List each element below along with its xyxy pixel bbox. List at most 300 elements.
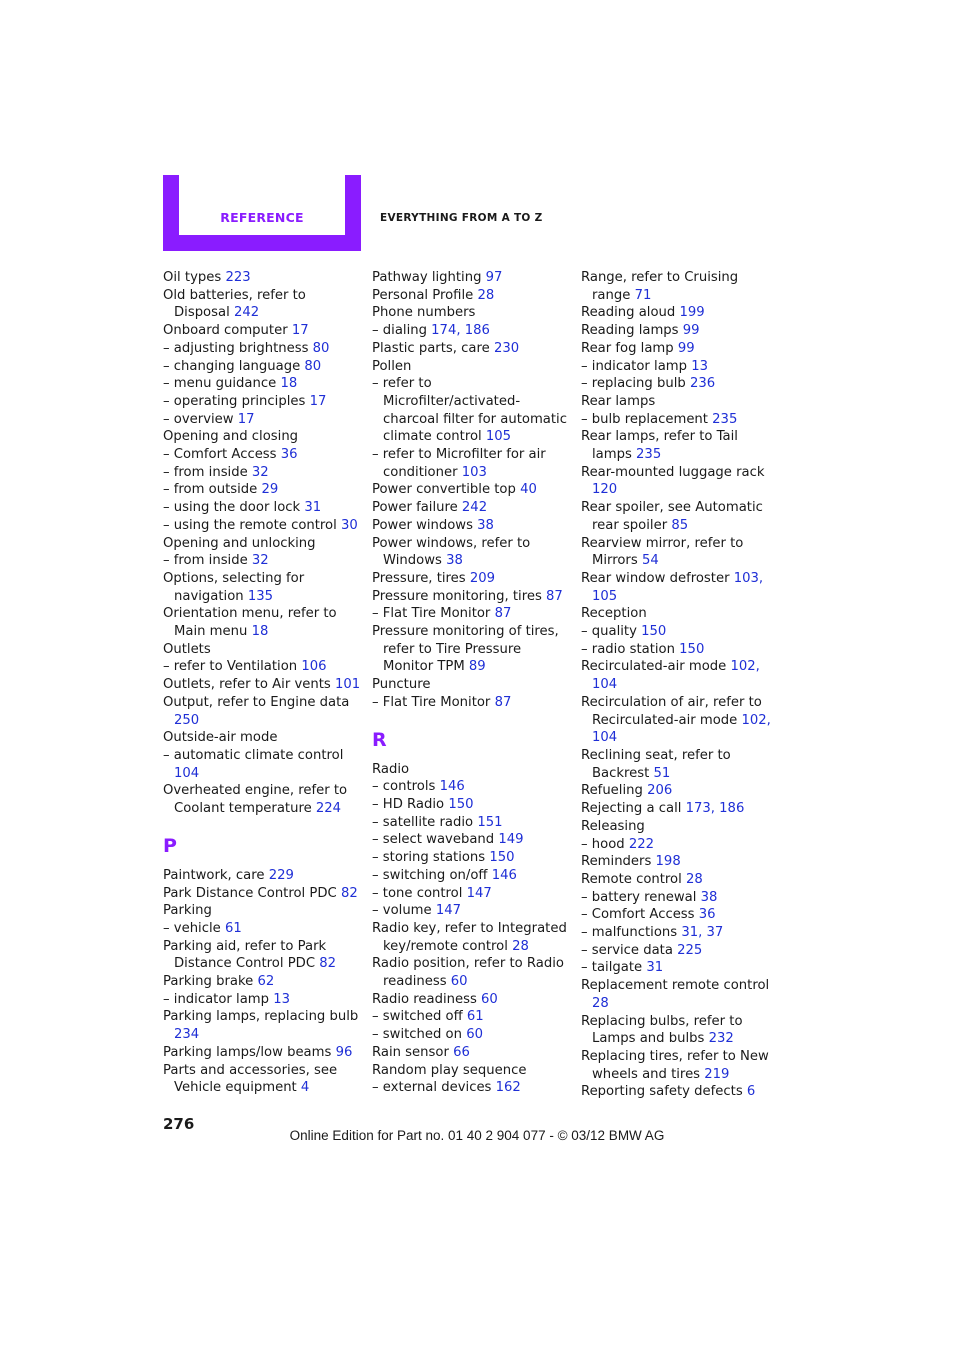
index-entry [372,287,572,305]
entry-term: Reclining seat, refer to Backrest [581,747,731,781]
entry-page-link[interactable]: 102, 104 [592,659,760,693]
index-column-1 [163,269,363,1097]
index-entry [581,853,771,871]
entry-term: – hood [581,836,625,852]
entry-page-link[interactable]: 80 [304,358,322,374]
section-tab-inner [179,175,345,235]
index-entry [372,340,572,358]
entry-term: Paintwork, care [163,867,265,883]
entry-page-link[interactable]: 250 [174,712,200,728]
entry-term: Reading lamps [581,323,679,339]
entry-term: Parking lamps, replacing bulb [163,1009,359,1025]
entry-page-link[interactable]: 225 [677,942,703,958]
entry-term: Output, refer to Engine data [163,694,350,710]
entry-page-link[interactable]: 28 [686,871,703,887]
entry-term: Reading aloud [581,305,676,321]
index-subentry [163,552,363,570]
index-entry [163,428,363,446]
index-entry [581,1013,771,1048]
section-label: REFERENCE [220,210,304,225]
index-subentry [163,499,363,517]
entry-page-link[interactable]: 235 [712,411,738,427]
index-entry [581,570,771,605]
entry-term: Replacement remote control [581,978,770,994]
index-entry [581,747,771,782]
entry-term: Recirculated-air mode [581,659,727,675]
index-subentry [372,831,572,849]
entry-term: – indicator lamp [581,358,687,374]
entry-term: – changing language [163,358,301,374]
entry-term: – from inside [163,464,248,480]
entry-term: Pollen [372,358,412,374]
entry-page-link[interactable]: 13 [273,991,290,1007]
index-entry [581,605,771,623]
index-entry [372,920,572,955]
index-entry [163,605,363,640]
index-entry [372,269,572,287]
index-subentry [372,885,572,903]
entry-page-link[interactable]: 102, 104 [592,712,771,746]
entry-term: Parts and accessories, see Vehicle equipment [163,1062,338,1096]
entry-page-link[interactable]: 31 [646,960,664,976]
entry-page-link[interactable]: 80 [312,340,330,356]
entry-term: Parking lamps/low beams [163,1044,332,1060]
entry-term: Radio [372,761,410,777]
index-entry [163,322,363,340]
index-entry [163,885,363,903]
index-subentry [372,814,572,832]
entry-page-link[interactable]: 82 [319,956,337,972]
entry-term: Parking [163,903,212,919]
index-entry [163,694,363,729]
entry-page-link[interactable]: 89 [468,659,486,675]
entry-term: Reporting safety defects [581,1084,743,1100]
entry-page-link[interactable]: 32 [251,553,269,569]
index-entry [372,588,572,606]
entry-page-link[interactable]: 235 [636,447,662,463]
entry-page-link[interactable]: 18 [280,376,298,392]
index-column-3 [581,269,771,1101]
entry-term: Opening and closing [163,429,299,445]
entry-term: Rear-mounted luggage rack [581,464,765,480]
entry-page-link[interactable]: 51 [653,765,671,781]
entry-term: – from inside [163,553,248,569]
entry-term: Options, selecting for navigation [163,570,305,604]
entry-term: Orientation menu, refer to Main menu [163,606,337,640]
entry-page-link[interactable]: 147 [435,903,462,919]
index-subentry [372,322,572,340]
entry-term: – vehicle [163,920,221,936]
entry-term: Replacing bulbs, refer to Lamps and bulbs [581,1013,743,1047]
entry-term: – volume [372,903,432,919]
entry-page-link[interactable]: 96 [335,1044,353,1060]
entry-page-link[interactable]: 87 [546,588,563,604]
entry-term: – switched on [372,1027,462,1043]
entry-term: Pressure, tires [372,570,466,586]
index-subentry [581,375,771,393]
index-subentry [372,446,572,481]
index-subentry [581,623,771,641]
entry-page-link[interactable]: 234 [174,1027,200,1043]
entry-term: Rear window defroster [581,570,730,586]
entry-term: Opening and unlocking [163,535,316,551]
entry-page-link[interactable]: 242 [461,500,488,516]
entry-term: Old batteries, refer to Disposal [163,287,306,321]
entry-term: – dialing [372,323,427,339]
entry-page-link[interactable]: 224 [315,801,342,817]
entry-term: Rear fog lamp [581,340,674,356]
index-entry [372,481,572,499]
entry-term: Onboard computer [163,323,288,339]
entry-page-link[interactable]: 147 [466,885,492,901]
entry-term: Rain sensor [372,1044,449,1060]
entry-page-link[interactable]: 232 [708,1031,734,1047]
entry-page-link[interactable]: 101 [334,677,361,693]
entry-term: Reception [581,606,647,622]
entry-term: – Flat Tire Monitor [372,694,491,710]
entry-page-link[interactable]: 40 [520,482,537,498]
index-entry [372,570,572,588]
entry-page-link[interactable]: 66 [453,1044,470,1060]
index-entry [163,570,363,605]
entry-page-link[interactable]: 103 [461,464,487,480]
entry-term: – automatic climate control [163,747,344,763]
entry-term: Parking aid, refer to Park Distance Control PDC [163,938,327,972]
index-subentry [163,920,363,938]
index-subentry [581,906,771,924]
entry-term: – indicator lamp [163,991,269,1007]
entry-page-link[interactable]: 36 [280,447,298,463]
entry-term: – radio station [581,641,675,657]
entry-term: Reminders [581,854,652,870]
entry-term: Random play sequence [372,1062,527,1078]
index-subentry [372,849,572,867]
index-subentry [372,796,572,814]
entry-page-link[interactable]: 31, 37 [681,925,724,941]
index-entry [581,464,771,499]
entry-term: – Flat Tire Monitor [372,606,491,622]
entry-term: Outlets, refer to Air vents [163,677,331,693]
entry-page-link[interactable]: 173, 186 [685,801,745,817]
index-letter-heading: P [163,834,177,857]
entry-page-link[interactable]: 219 [704,1066,730,1082]
entry-page-link[interactable]: 28 [592,995,609,1011]
entry-page-link[interactable]: 206 [647,783,673,799]
entry-page-link[interactable]: 38 [477,517,494,533]
entry-page-link[interactable]: 29 [261,482,279,498]
index-entry [372,358,572,376]
entry-term: Rearview mirror, refer to Mirrors [581,535,744,569]
entry-page-link[interactable]: 60 [466,1027,483,1043]
entry-page-link[interactable]: 105 [485,429,512,445]
entry-page-link[interactable]: 38 [446,553,463,569]
index-subentry [163,658,363,676]
entry-page-link[interactable]: 6 [746,1084,756,1100]
entry-term: Power windows, refer to Windows [372,535,531,569]
entry-term: – refer to Ventilation [163,659,298,675]
index-entry [581,800,771,818]
index-subentry [372,375,572,446]
entry-term: Recirculation of air, refer to Recirculated-air mode [581,694,762,728]
entry-term: Pressure monitoring of tires, refer to Tire Pressure Monitor TPM [372,624,559,675]
entry-term: Replacing tires, refer to New wheels and tires [581,1048,769,1082]
entry-page-link[interactable]: 174, 186 [431,323,490,339]
index-subentry [163,411,363,429]
entry-page-link[interactable]: 87 [494,606,512,622]
index-letter-heading: R [372,728,387,751]
index-entry [163,535,363,553]
entry-page-link[interactable]: 150 [641,624,667,640]
entry-page-link[interactable]: 150 [448,796,474,812]
index-subentry [372,1026,572,1044]
entry-page-link[interactable]: 222 [628,836,655,852]
entry-term: Rear lamps, refer to Tail lamps [581,429,738,463]
entry-page-link[interactable]: 17 [291,323,309,339]
index-subentry [163,375,363,393]
entry-page-link[interactable]: 106 [301,659,327,675]
entry-page-link[interactable]: 223 [225,270,251,285]
entry-page-link[interactable]: 82 [340,885,358,901]
entry-page-link[interactable]: 151 [477,814,503,830]
index-entry [581,535,771,570]
entry-term: – HD Radio [372,796,445,812]
entry-term: Pressure monitoring, tires [372,588,542,604]
entry-page-link[interactable]: 60 [450,974,468,990]
entry-page-link[interactable]: 150 [489,850,515,866]
index-subentry [581,924,771,942]
page-number: 276 [163,1115,195,1133]
entry-term: – battery renewal [581,889,697,905]
entry-term: – storing stations [372,850,486,866]
entry-term: – external devices [372,1080,492,1096]
index-entry [163,1044,363,1062]
index-entry [372,517,572,535]
entry-term: – controls [372,779,436,795]
index-entry [163,1008,363,1043]
entry-page-link[interactable]: 28 [477,287,495,303]
index-entry [581,658,771,693]
entry-page-link[interactable]: 17 [237,411,255,427]
entry-term: Power convertible top [372,482,516,498]
index-entry [163,729,363,747]
entry-term: – overview [163,411,234,427]
index-entry [581,977,771,1012]
index-entry [163,269,363,287]
entry-term: Range, refer to Cruising range [581,270,739,303]
entry-term: Overheated engine, refer to Coolant temperature [163,783,348,817]
index-entry [163,287,363,322]
index-entry [163,867,363,885]
index-subentry [581,358,771,376]
entry-term: – bulb replacement [581,411,708,427]
entry-term: Parking brake [163,974,254,990]
index-subentry [581,836,771,854]
entry-page-link[interactable]: 149 [498,832,524,848]
entry-term: – refer to Microfilter for air conditioner [372,447,546,480]
entry-page-link[interactable]: 198 [655,854,681,870]
entry-term: Park Distance Control PDC [163,885,337,901]
entry-term: – Comfort Access [581,907,695,923]
index-entry [163,641,363,659]
index-subentry [372,1008,572,1026]
index-entry [581,322,771,340]
entry-page-link[interactable]: 236 [689,376,716,392]
index-entry [163,938,363,973]
entry-term: Rear spoiler, see Automatic rear spoiler [581,500,763,533]
entry-page-link[interactable]: 30 [340,517,358,533]
entry-term: – satellite radio [372,814,474,830]
entry-page-link[interactable]: 28 [512,938,529,954]
entry-page-link[interactable]: 31 [304,500,322,516]
entry-term: Outlets [163,641,211,657]
chapter-title: EVERYTHING FROM A TO Z [380,212,543,224]
index-entry [163,1062,363,1097]
entry-term: – malfunctions [581,925,678,941]
index-entry [372,304,572,322]
entry-page-link[interactable]: 62 [257,974,275,990]
footer-edition: Online Edition for Part no. 01 40 2 904 077 - © 03/12 BMW AG [289,1128,665,1143]
index-entry [581,340,771,358]
entry-term: – service data [581,942,673,958]
index-subentry [163,358,363,376]
entry-term: – using the remote control [163,517,337,533]
index-entry [372,676,572,694]
index-entry [581,818,771,836]
entry-term: Phone numbers [372,305,476,321]
entry-term: – menu guidance [163,376,277,392]
index-entry [372,761,572,779]
entry-term: Radio position, refer to Radio readiness [372,956,564,990]
index-entry [372,955,572,990]
entry-term: Plastic parts, care [372,340,490,356]
index-subentry [581,959,771,977]
entry-term: Oil types [163,270,222,285]
index-entry [581,304,771,322]
index-subentry [163,481,363,499]
index-entry [163,973,363,991]
index-entry [581,871,771,889]
entry-term: – replacing bulb [581,376,686,392]
entry-page-link[interactable]: 18 [251,624,269,640]
entry-page-link[interactable]: 242 [233,305,260,321]
entry-term: Puncture [372,677,431,693]
entry-term: Power failure [372,500,458,516]
index-subentry [163,393,363,411]
entry-page-link[interactable]: 61 [224,920,242,936]
entry-term: Personal Profile [372,287,474,303]
index-subentry [163,991,363,1009]
entry-term: Releasing [581,818,645,834]
entry-page-link[interactable]: 230 [493,340,520,356]
entry-page-link[interactable]: 104 [174,765,200,781]
entry-page-link[interactable]: 85 [671,517,689,533]
index-entry [372,623,572,676]
index-entry [372,1044,572,1062]
index-subentry [581,641,771,659]
index-entry [581,393,771,411]
index-subentry [163,747,363,782]
entry-page-link[interactable]: 36 [698,907,716,923]
index-entry [581,694,771,747]
entry-term: Power windows [372,517,473,533]
entry-page-link[interactable]: 32 [251,464,269,480]
index-entry [372,535,572,570]
index-entry [372,991,572,1009]
entry-term: – switching on/off [372,867,488,883]
entry-page-link[interactable]: 229 [268,867,294,883]
index-subentry [163,517,363,535]
entry-page-link[interactable]: 120 [592,482,618,498]
index-subentry [372,694,572,712]
entry-page-link[interactable]: 87 [494,694,512,710]
entry-page-link[interactable]: 135 [247,588,273,604]
entry-page-link[interactable]: 60 [481,991,498,1007]
index-subentry [372,867,572,885]
entry-page-link[interactable]: 162 [495,1080,521,1096]
index-entry [163,676,363,694]
entry-term: Refueling [581,783,643,799]
index-subentry [163,446,363,464]
index-entry [581,782,771,800]
entry-term: Radio key, refer to Integrated key/remote control [372,920,567,954]
entry-page-link[interactable]: 209 [469,570,496,586]
entry-page-link[interactable]: 61 [466,1009,484,1025]
entry-term: – tone control [372,885,463,901]
entry-term: – operating principles [163,393,306,409]
entry-term: – quality [581,624,637,640]
index-subentry [163,464,363,482]
index-entry [581,1048,771,1083]
entry-page-link[interactable]: 71 [634,287,652,303]
entry-page-link[interactable]: 17 [309,393,327,409]
index-subentry [581,942,771,960]
entry-term: Remote control [581,871,682,887]
entry-term: – from outside [163,482,258,498]
entry-page-link[interactable]: 38 [700,889,718,905]
entry-term: – tailgate [581,960,643,976]
entry-term: Rejecting a call [581,801,682,817]
index-column-2 [372,269,572,1097]
index-subentry [372,1079,572,1097]
index-subentry [372,902,572,920]
index-entry [581,269,771,304]
entry-page-link[interactable]: 146 [491,867,517,883]
entry-term: – adjusting brightness [163,340,309,356]
entry-page-link[interactable]: 103, 105 [592,570,764,604]
entry-page-link[interactable]: 150 [679,641,705,657]
entry-page-link[interactable]: 99 [677,340,695,356]
entry-term: – switched off [372,1009,463,1025]
entry-term: – using the door lock [163,500,301,516]
entry-page-link[interactable]: 54 [641,553,659,569]
entry-page-link[interactable]: 13 [691,358,708,374]
entry-page-link[interactable]: 4 [300,1080,310,1096]
entry-page-link[interactable]: 146 [439,779,465,795]
entry-term: Outside-air mode [163,730,278,746]
entry-term: Rear lamps [581,393,656,409]
entry-term: Pathway lighting [372,270,482,285]
index-entry [581,499,771,534]
entry-page-link[interactable]: 199 [679,305,705,321]
entry-page-link[interactable]: 99 [682,323,700,339]
index-subentry [372,778,572,796]
index-entry [581,1083,771,1101]
index-entry [581,428,771,463]
index-subentry [581,889,771,907]
entry-page-link[interactable]: 97 [485,270,503,285]
entry-term: – Comfort Access [163,447,277,463]
entry-term: – select waveband [372,832,495,848]
